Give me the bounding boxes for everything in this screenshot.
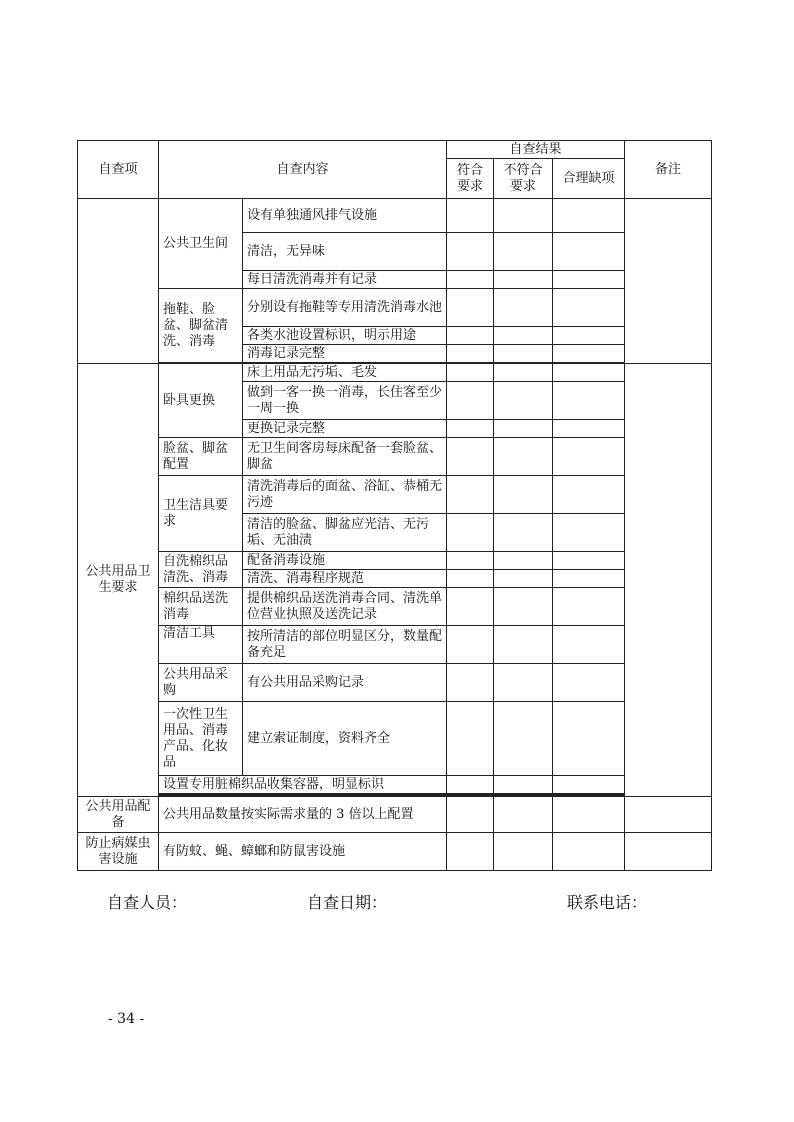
reasonable-cell: [553, 776, 625, 794]
conform-cell: [447, 438, 494, 476]
content-cell: 各类水池设置标识，明示用途: [243, 327, 447, 345]
content-cell: 每日清洗消毒并有记录: [243, 271, 447, 289]
content-dirty-linen-container: 设置专用脏棉织品收集容器，明显标识: [159, 776, 447, 794]
category-public-toilet: 公共卫生间: [159, 199, 243, 289]
reasonable-cell: [553, 345, 625, 363]
content-cell: 无卫生间客房每床配备一套脸盆、脚盆: [243, 438, 447, 476]
conform-cell: [447, 345, 494, 363]
header-content: 自查内容: [159, 141, 447, 199]
conform-cell: [447, 588, 494, 626]
conform-cell: [447, 364, 494, 382]
category-cleaning-tools: 清洁工具: [159, 626, 243, 664]
content-supplies-quantity: 公共用品数量按实际需求量的 3 倍以上配置: [159, 797, 447, 833]
section-pest-control: 防止病媒虫害设施: [78, 833, 159, 871]
conform-cell: [447, 289, 494, 327]
content-cell: 分别设有拖鞋等专用清洗消毒水池: [243, 289, 447, 327]
nonconform-cell: [494, 420, 553, 438]
conform-cell: [447, 271, 494, 289]
content-pest-control: 有防蚊、蝇、蟑螂和防鼠害设施: [159, 833, 447, 871]
category-sanitary-ware: 卫生洁具要求: [159, 476, 243, 552]
reasonable-cell: [553, 199, 625, 233]
section1-cell: [78, 199, 159, 364]
content-cell: 做到一客一换一消毒，长住客至少一周一换: [243, 382, 447, 420]
self-inspection-table: [77, 140, 712, 871]
content-cell: 清洁的脸盆、脚盆应光洁、无污垢、无油渍: [243, 514, 447, 552]
remark-cell: [625, 833, 712, 871]
nonconform-cell: [494, 588, 553, 626]
nonconform-cell: [494, 570, 553, 588]
section-supplies-config: 公共用品配备: [78, 797, 159, 833]
reasonable-cell: [553, 588, 625, 626]
content-cell: 按所清洁的部位明显区分，数量配备充足: [243, 626, 447, 664]
reasonable-cell: [553, 382, 625, 420]
remark-cell: [625, 199, 712, 364]
header-item: 自查项: [78, 141, 159, 199]
nonconform-cell: [494, 345, 553, 363]
signature-row: [107, 890, 794, 912]
remark-cell: [625, 364, 712, 797]
reasonable-cell: [553, 797, 625, 833]
category-disposables: 一次性卫生用品、消毒产品、化妆品: [159, 702, 243, 776]
conform-cell: [447, 797, 494, 833]
content-cell: 更换记录完整: [243, 420, 447, 438]
nonconform-cell: [494, 797, 553, 833]
category-bedding: 卧具更换: [159, 364, 243, 438]
reasonable-cell: [553, 327, 625, 345]
conform-cell: [447, 702, 494, 776]
conform-cell: [447, 382, 494, 420]
conform-cell: [447, 776, 494, 794]
nonconform-cell: [494, 233, 553, 271]
header-nonconform: 不符合要求: [494, 159, 553, 199]
reasonable-cell: [553, 364, 625, 382]
category-linen-outsourced: 棉织品送洗消毒: [159, 588, 243, 626]
conform-cell: [447, 833, 494, 871]
reasonable-cell: [553, 476, 625, 514]
reasonable-cell: [553, 552, 625, 570]
conform-cell: [447, 476, 494, 514]
conform-cell: [447, 327, 494, 345]
nonconform-cell: [494, 476, 553, 514]
reasonable-cell: [553, 570, 625, 588]
reasonable-cell: [553, 664, 625, 702]
conform-cell: [447, 570, 494, 588]
nonconform-cell: [494, 776, 553, 794]
category-procurement: 公共用品采购: [159, 664, 243, 702]
content-cell: 建立索证制度，资料齐全: [243, 702, 447, 776]
conform-cell: [447, 233, 494, 271]
conform-cell: [447, 199, 494, 233]
reasonable-cell: [553, 438, 625, 476]
content-cell: 配备消毒设施: [243, 552, 447, 570]
category-self-wash-linen: 自洗棉织品清洗、消毒: [159, 552, 243, 588]
nonconform-cell: [494, 514, 553, 552]
nonconform-cell: [494, 438, 553, 476]
nonconform-cell: [494, 289, 553, 327]
content-cell: 有公共用品采购记录: [243, 664, 447, 702]
reasonable-cell: [553, 702, 625, 776]
nonconform-cell: [494, 626, 553, 664]
category-basin-config: 脸盆、脚盆配置: [159, 438, 243, 476]
conform-cell: [447, 552, 494, 570]
content-cell: 床上用品无污垢、毛发: [243, 364, 447, 382]
section-public-supplies: 公共用品卫生要求: [78, 364, 159, 797]
nonconform-cell: [494, 199, 553, 233]
reasonable-cell: [553, 289, 625, 327]
reasonable-cell: [553, 420, 625, 438]
nonconform-cell: [494, 271, 553, 289]
reasonable-cell: [553, 626, 625, 664]
remark-cell: [625, 797, 712, 833]
header-reasonable: 合理缺项: [553, 159, 625, 199]
nonconform-cell: [494, 364, 553, 382]
inspector-label: 自查人员：: [107, 893, 188, 912]
date-label: 自查日期：: [307, 893, 388, 912]
conform-cell: [447, 626, 494, 664]
conform-cell: [447, 420, 494, 438]
reasonable-cell: [553, 271, 625, 289]
nonconform-cell: [494, 382, 553, 420]
nonconform-cell: [494, 664, 553, 702]
content-cell: 清洗、消毒程序规范: [243, 570, 447, 588]
conform-cell: [447, 664, 494, 702]
content-cell: 消毒记录完整: [243, 345, 447, 363]
header-remark: 备注: [625, 141, 712, 199]
header-conform: 符合要求: [447, 159, 494, 199]
header-result: 自查结果: [447, 141, 625, 159]
content-cell: 设有单独通风排气设施: [243, 199, 447, 233]
category-slippers-basins: 拖鞋、脸盆、脚盆清洗、消毒: [159, 289, 243, 363]
nonconform-cell: [494, 702, 553, 776]
nonconform-cell: [494, 552, 553, 570]
reasonable-cell: [553, 833, 625, 871]
content-cell: 提供棉织品送洗消毒合同、清洗单位营业执照及送洗记录: [243, 588, 447, 626]
content-cell: 清洗消毒后的面盆、浴缸、恭桶无污迹: [243, 476, 447, 514]
nonconform-cell: [494, 327, 553, 345]
nonconform-cell: [494, 833, 553, 871]
reasonable-cell: [553, 514, 625, 552]
reasonable-cell: [553, 233, 625, 271]
page-number: - 34 -: [108, 1011, 145, 1027]
conform-cell: [447, 514, 494, 552]
content-cell: 清洁，无异味: [243, 233, 447, 271]
phone-label: 联系电话：: [567, 893, 648, 912]
